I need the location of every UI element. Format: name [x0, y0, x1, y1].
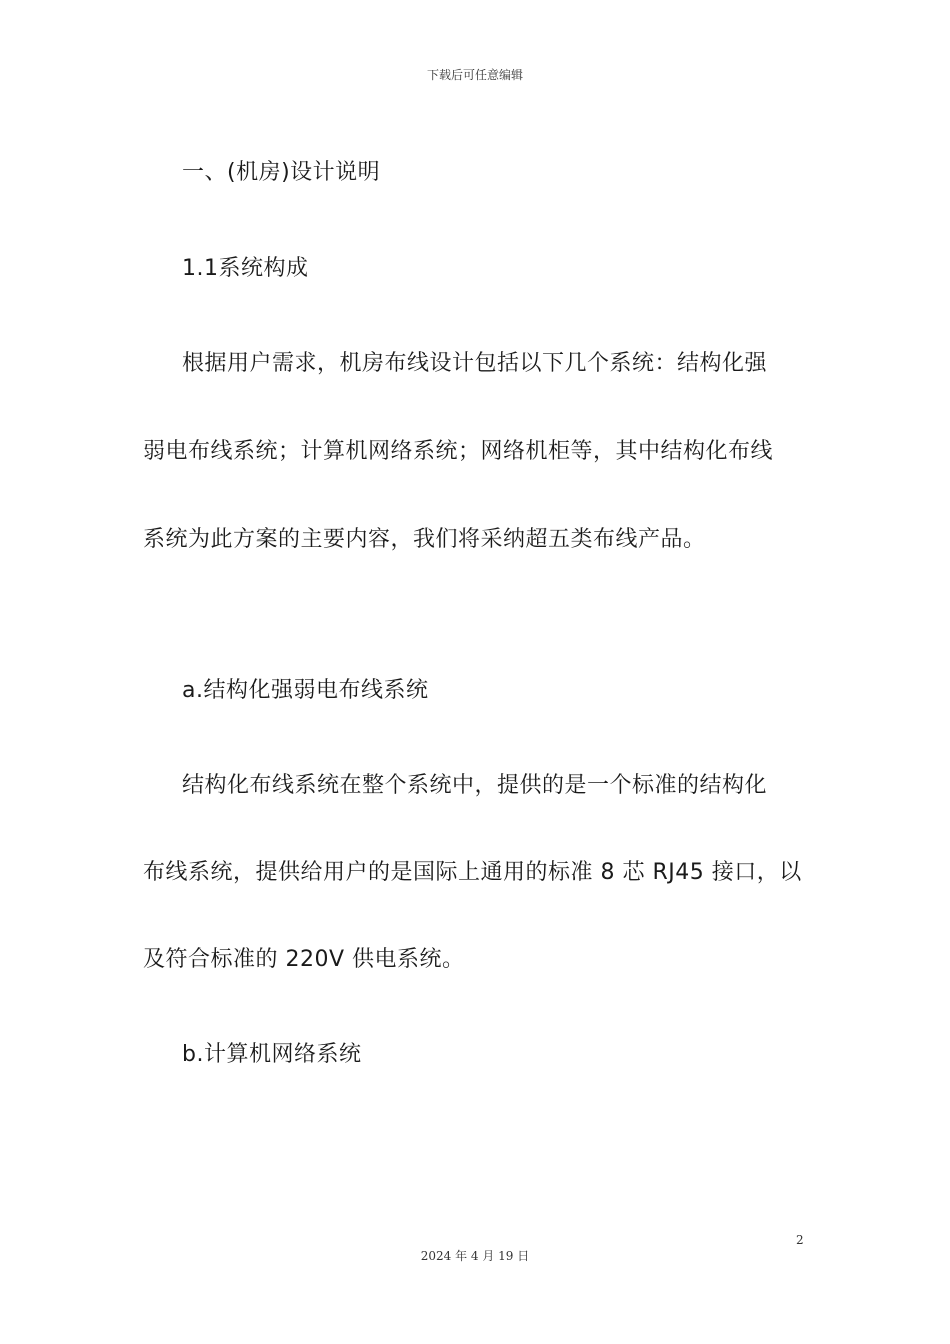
paragraph-line: 根据用户需求，机房布线设计包括以下几个系统：结构化强: [182, 351, 768, 376]
subsection-heading: 1.1系统构成: [182, 256, 309, 281]
page-number: 2: [796, 1233, 804, 1247]
paragraph-line: 及符合标准的 220V 供电系统。: [143, 947, 465, 972]
subheading-b: b.计算机网络系统: [182, 1042, 362, 1067]
paragraph-line: 弱电布线系统；计算机网络系统；网络机柜等，其中结构化布线: [143, 439, 774, 464]
paragraph-line: 结构化布线系统在整个系统中，提供的是一个标准的结构化: [182, 773, 768, 798]
section-heading: 一、(机房)设计说明: [182, 160, 381, 185]
paragraph-line: 系统为此方案的主要内容，我们将采纳超五类布线产品。: [143, 527, 706, 552]
paragraph-line: 布线系统，提供给用户的是国际上通用的标准 8 芯 RJ45 接口，以: [143, 860, 802, 885]
page-header: 下载后可任意编辑: [426, 68, 523, 82]
subheading-a: a.结构化强弱电布线系统: [182, 678, 429, 703]
page-footer-date: 2024 年 4 月 19 日: [420, 1249, 530, 1263]
